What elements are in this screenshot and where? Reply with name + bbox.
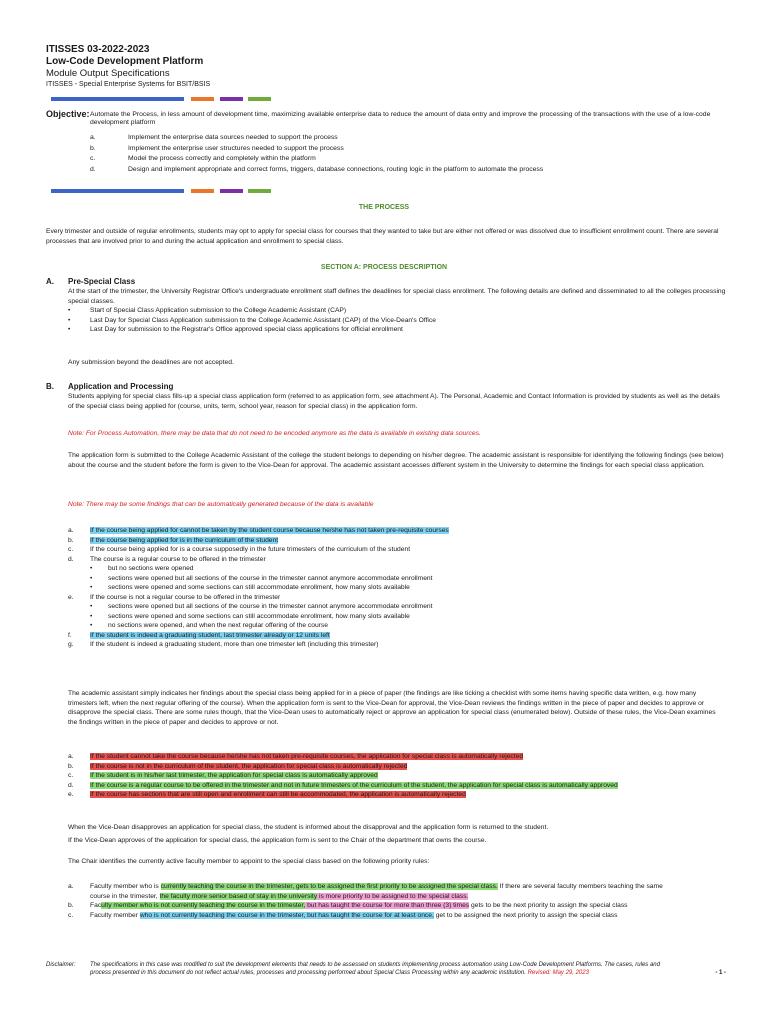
finding-item: g. If the student is indeed a graduating student, more than one trimester left (including this trimester) bbox=[68, 641, 379, 648]
section-a-after: Any submission beyond the deadlines are not accepted. bbox=[68, 359, 234, 366]
green-bar bbox=[248, 189, 271, 193]
section-b-text4a: When the Vice-Dean disapproves an application for special class, the student is informed about the disapproval and the application form is returned to the student. bbox=[68, 824, 549, 831]
objective-item: d. Design and implement appropriate and correct forms, triggers, database connections, routing logic in the platform to automate the process bbox=[90, 165, 544, 173]
section-b-text4b: If the Vice-Dean approves of the application for special class, the application form is sent to the Chair of the department that owns the course. bbox=[68, 837, 487, 844]
finding-item: d. The course is a regular course to be offered in the trimester bbox=[68, 555, 266, 563]
section-b-text1: Students applying for special class fills-up a special class application form (referred to as application form, see attachment A). The Personal, Academic and Contact Information is provided by students as well as the details of the special class being applied for (course, units, term, school year, reason for special class) in the application form. bbox=[68, 393, 720, 410]
priority-list bbox=[68, 882, 728, 920]
doc-code: ITISSES 03-2022-2023 bbox=[46, 44, 150, 55]
findings-list bbox=[68, 526, 728, 650]
priority-item: c. Faculty member who is not currently teaching the course in the trimester, but has taught the course for at least once, get to be assigned the next priority to assign the special class bbox=[68, 911, 618, 919]
section-b-text2: The application form is submitted to the College Academic Assistant of the college the student belongs to depending on his/her degree. The academic assistant is responsible for identifying the following findings (see below) about the course and the student before the form is given to the Vice-Dean for approval. The academic assistant accesses different system in the University to determine the findings for each special class application. bbox=[68, 452, 724, 469]
orange-bar bbox=[191, 189, 214, 193]
finding-subitem: • sections were opened but all sections of the course in the trimester cannot anymore accommodate enrollment bbox=[68, 574, 728, 584]
rules-list bbox=[68, 752, 728, 800]
finding-subitem: • sections were opened and some sections can still accommodate enrollment, how many slots available bbox=[68, 583, 728, 593]
finding-item: e. If the course is not a regular course to be offered in the trimester bbox=[68, 593, 281, 601]
process-title: THE PROCESS bbox=[358, 204, 410, 211]
section-a-heading: A. Pre-Special Class bbox=[46, 277, 136, 286]
finding-subitem: • sections were opened but all sections of the course in the trimester cannot anymore accommodate enrollment bbox=[68, 602, 728, 612]
disclaimer-label: Disclaimer: bbox=[46, 962, 76, 968]
color-bar-divider bbox=[51, 97, 271, 101]
purple-bar bbox=[220, 97, 243, 101]
bullet-item: • Start of Special Class Application submission to the College Academic Assistant (CAP) bbox=[68, 306, 728, 316]
finding-item: c. If the course being applied for is a course supposedly in the future trimesters of the curriculum of the student bbox=[68, 546, 411, 553]
objective-list bbox=[90, 134, 726, 176]
section-a-bullets bbox=[68, 306, 728, 335]
rule-item: e. If the course has sections that are still open and enrollment can still be accommodated, the application is automatically rejected bbox=[68, 791, 466, 798]
section-b-note2: Note: There may be some findings that can be automatically generated because of the data is available bbox=[68, 501, 374, 508]
rule-item: a. If the student cannot take the course because he/she has not taken pre-requisite courses, the application for special class is automatically rejected bbox=[68, 753, 524, 760]
section-b-heading: B. Application and Processing bbox=[46, 382, 174, 391]
finding-subitem: • no sections were opened, and when the next regular offering of the course bbox=[68, 621, 728, 631]
finding-item: b. If the course being applied for is in the curriculum of the student bbox=[68, 536, 279, 544]
priority-item: a. Faculty member who is currently teaching the course in the trimester, gets to be assigned the first priority to be assigned the special class. If there are several faculty members teaching the same bbox=[68, 883, 663, 890]
objective-label: Objective: bbox=[46, 109, 90, 119]
finding-item: f. If the student is indeed a graduating student, last trimester already or 12 units left bbox=[68, 631, 330, 639]
finding-subitem: • sections were opened and some sections can still accommodate enrollment, how many slots available bbox=[68, 612, 728, 622]
revised-date: Revised: May 29, 2023 bbox=[527, 970, 589, 976]
objective-text: Automate the Process, in less amount of development time, maximizing available enterprise data to reduce the amount of data entry and improve the processing of the transactions with the use of a low-code development platform bbox=[90, 111, 711, 127]
section-a-text: At the start of the trimester, the University Registrar Office's undergraduate enrollment staff defines the deadlines for special class enrollment. The following details are defined and disseminated to all the colleges processing special classes. bbox=[68, 288, 726, 305]
blue-bar bbox=[51, 97, 184, 101]
doc-course: ITISSES - Special Enterprise Systems for BSIT/BSIS bbox=[46, 81, 211, 88]
doc-title: Low-Code Development Platform bbox=[46, 56, 204, 67]
section-b-text5: The Chair identifies the currently active faculty member to appoint to the special class based on the following priority rules: bbox=[68, 858, 430, 865]
blue-bar bbox=[51, 189, 184, 193]
green-bar bbox=[248, 97, 271, 101]
priority-item: b. Faculty member who is not currently teaching the course in the trimester, but has taught the course for more than three (3) times gets to be the next priority to assign the special class bbox=[68, 902, 628, 909]
rule-item: b. If the course is not in the curriculum of the student, the application for special class is automatically rejected bbox=[68, 762, 408, 770]
disclaimer-text: The specifications in this case was modified to suit the development elements that needs to be assessed on students implementing process automation using Low-Code Development Platforms. The cases, rules and process presented in this document do not reflect actual rules, processes and processing performed about Special Class Processing within any academic institution. Revised: May 29, 2023 bbox=[90, 962, 660, 976]
objective-item: c. Model the process correctly and completely within the platform bbox=[90, 155, 316, 162]
intro-paragraph: Every trimester and outside of regular enrollments, students may opt to apply for special class for courses that they wanted to take but are either not offered or was dissolved due to insufficient enrollment count. There are several processes that are involved prior to and during the actual application and enrollment to special class. bbox=[46, 228, 719, 245]
objective-item: b. Implement the enterprise user structures needed to support the process bbox=[90, 144, 344, 152]
rule-item: c. If the student is in his/her last trimester, the application for special class is automatically approved bbox=[68, 772, 378, 779]
section-a-title: SECTION A: PROCESS DESCRIPTION bbox=[320, 264, 448, 271]
page-number: - 1 - bbox=[715, 970, 726, 976]
section-b-text3: The academic assistant simply indicates her findings about the special class being applied for in a piece of paper (the findings are like ticking a checklist with some items having specific data written, e.g. how many trimesters left, when the next regular offering of the course). When the application form is sent to the Vice-Dean for approval, the Vice-Dean reviews the findings written in the piece of paper and decides to approve or disapprove the special class. There are some rules though, that the Vice-Dean uses to automatically reject or approve an application for special class (enumerated below). Outside of these rules, the Vice-Dean examines the findings written in the piece of paper and decides to approve or not. bbox=[68, 690, 716, 726]
finding-subitem: • but no sections were opened bbox=[68, 564, 728, 574]
color-bar-divider-2 bbox=[51, 189, 271, 193]
bullet-item: • Last Day for Special Class Application submission to the College Academic Assistant (CAP) of the Vice-Dean's Office bbox=[68, 316, 728, 326]
priority-item-cont: course in the trimester, the faculty more senior based of stay in the university is more priority to be assigned to the special class. bbox=[90, 892, 469, 900]
purple-bar bbox=[220, 189, 243, 193]
section-b-note1: Note: For Process Automation, there may be data that do not need to be encoded anymore as the data is available in existing data sources. bbox=[68, 430, 481, 437]
objective-item: a. Implement the enterprise data sources needed to support the process bbox=[90, 134, 338, 141]
finding-item: a. If the course being applied for cannot be taken by the student course because he/she has not taken pre-requisite courses bbox=[68, 527, 449, 534]
rule-item: d. If the course is a regular course to be offered in the trimester and not in future trimesters of the curriculum of the student, the application for special class is automatically approved bbox=[68, 781, 618, 789]
bullet-item: • Last Day for submission to the Registrar's Office approved special class applications for official enrollment bbox=[68, 325, 728, 335]
orange-bar bbox=[191, 97, 214, 101]
doc-subtitle: Module Output Specifications bbox=[46, 68, 170, 79]
document-header bbox=[46, 44, 210, 89]
